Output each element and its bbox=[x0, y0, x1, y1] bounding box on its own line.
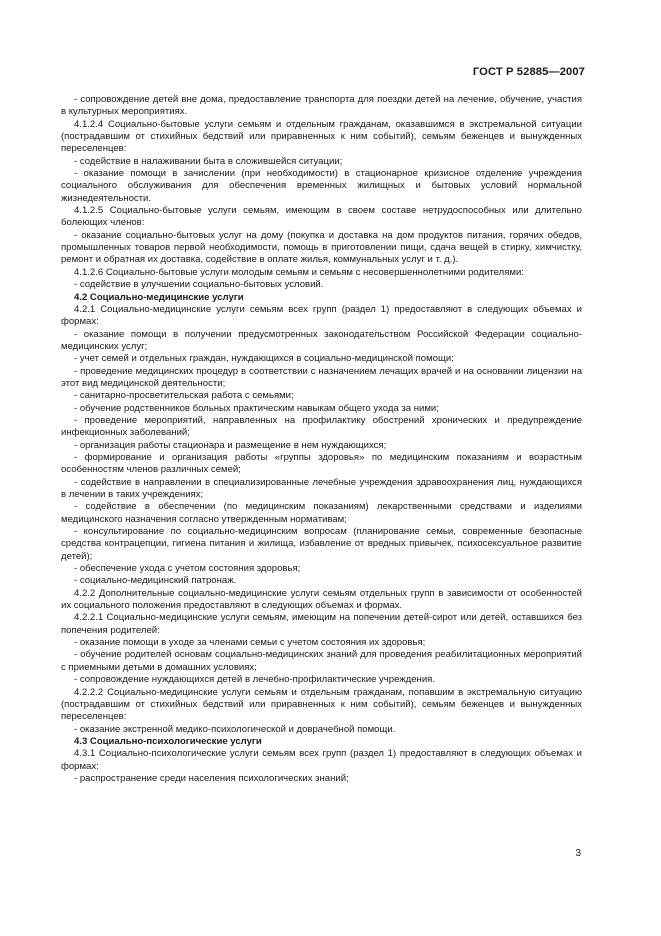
paragraph: 4.3.1 Социально-психологические услуги семьям всех групп (раздел 1) предоставляют в следующих объемах и формах: bbox=[61, 748, 582, 772]
paragraph: - оказание помощи в зачислении (при необходимости) в стационарное кризисное отделение учреждения социального обслуживания для обеспечения временных жилищных и бытовых условий нормальной жизнедеятельности. bbox=[61, 168, 582, 204]
paragraph: - оказание помощи в уходе за членами семьи с учетом состояния их здоровья; bbox=[74, 637, 426, 649]
paragraph: - сопровождение детей вне дома, предоставление транспорта для поездки детей на лечение, обучение, участия в культурных мероприятиях. bbox=[61, 94, 582, 118]
section-heading: 4.3 Социально-психологические услуги bbox=[74, 735, 262, 747]
paragraph: - содействие в обеспечении (по медицинским показаниям) лекарственными средствами и изделиями медицинского назначения согласно утвержденным нормативам; bbox=[61, 501, 582, 525]
paragraph: - проведение мероприятий, направленных на профилактику обострений хронических и предупреждение инфекционных заболеваний; bbox=[61, 414, 582, 439]
paragraph: - учет семей и отдельных граждан, нуждающихся в социально-медицинской помощи; bbox=[74, 353, 454, 365]
paragraph: - оказание помощи в получении предусмотренных законодательством Российской Федерации социально-медицинских услуг; bbox=[61, 328, 582, 352]
paragraph: 4.2.2 Дополнительные социально-медицинские услуги семьям отдельных групп в зависимости от особенностей их социального положения предоставляют в следующих объемах и формах. bbox=[61, 587, 582, 612]
paragraph: 4.1.2.5 Социально-бытовые услуги семьям, имеющим в своем составе нетрудоспособных или длительно болеющих членов: bbox=[61, 205, 582, 229]
paragraph: - содействие в налаживании быта в сложившейся ситуации; bbox=[74, 155, 343, 167]
document-body bbox=[61, 94, 582, 785]
paragraph: - обучение родственников больных практическим навыкам общего ухода за ними; bbox=[74, 402, 439, 414]
paragraph: - санитарно-просветительская работа с семьями; bbox=[74, 390, 294, 402]
document-header: ГОСТ Р 52885—2007 bbox=[472, 66, 585, 78]
paragraph: - распространение среди населения психологических знаний; bbox=[74, 772, 349, 784]
paragraph: - сопровождение нуждающихся детей в лечебно-профилактические учреждения. bbox=[74, 674, 435, 686]
paragraph: 4.1.2.6 Социально-бытовые услуги молодым семьям и семьям с несовершеннолетними родителями: bbox=[74, 266, 524, 278]
paragraph: - обучение родителей основам социально-медицинских знаний для проведения реабилитационных мероприятий с приемными детьми в домашних условиях; bbox=[61, 649, 582, 673]
paragraph: - организация работы стационара и размещение в нем нуждающихся; bbox=[74, 439, 387, 451]
paragraph: 4.2.2.1 Социально-медицинские услуги семьям, имеющим на попечении детей-сирот или детей, оставшихся без попечения родителей: bbox=[61, 612, 582, 636]
paragraph: - содействие в улучшении социально-бытовых условий. bbox=[74, 279, 324, 291]
paragraph: - социально-медицинский патронаж. bbox=[74, 575, 237, 587]
section-heading: 4.2 Социально-медицинские услуги bbox=[74, 291, 244, 303]
paragraph: 4.1.2.4 Социально-бытовые услуги семьям и отдельным гражданам, оказавшимся в экстремальной ситуации (пострадавшим от стихийных бедствий или приравненных к ним событий), семьям беженцев и вынужденных переселенцев: bbox=[61, 118, 582, 155]
paragraph: - проведение медицинских процедур в соответствии с назначением лечащих врачей и на основании лицензии на этот вид медицинской деятельности; bbox=[61, 365, 582, 389]
paragraph: - формирование и организация работы «группы здоровья» по медицинским показаниям и возрастным особенностям членов различных семей; bbox=[61, 451, 582, 476]
paragraph: - оказание социально-бытовых услуг на дому (покупка и доставка на дом продуктов питания, горячих обедов, промышленных товаров первой необходимости, помощь в приготовлении пищи, сдача вещей в стирку, химчистку, ремонт и обратная их доставка, содействие в оплате жилья, коммунальных услуг и т. д.). bbox=[61, 229, 582, 266]
paragraph: - содействие в направлении в специализированные лечебные учреждения здравоохранения лиц, нуждающихся в лечении в таких учреждениях; bbox=[61, 476, 582, 500]
paragraph: - обеспечение ухода с учетом состояния здоровья; bbox=[74, 563, 301, 575]
paragraph: - оказание экстренной медико-психологической и доврачебной помощи. bbox=[74, 723, 396, 735]
paragraph: - консультирование по социально-медицинским вопросам (планирование семьи, современные безопасные средства контрацепции, гигиена питания и жилища, избавление от вредных привычек, психосексуальное развитие детей); bbox=[61, 526, 582, 562]
paragraph: 4.2.2.2 Социально-медицинские услуги семьям и отдельным гражданам, попавшим в экстремальную ситуацию (пострадавшим от стихийных бедствий или приравненных к ним событий), семьям беженцев и вынужденных переселенцев: bbox=[61, 686, 582, 723]
page-number: 3 bbox=[575, 848, 581, 859]
paragraph: 4.2.1 Социально-медицинские услуги семьям всех групп (раздел 1) предоставляют в следующих объемах и формах: bbox=[61, 303, 582, 328]
